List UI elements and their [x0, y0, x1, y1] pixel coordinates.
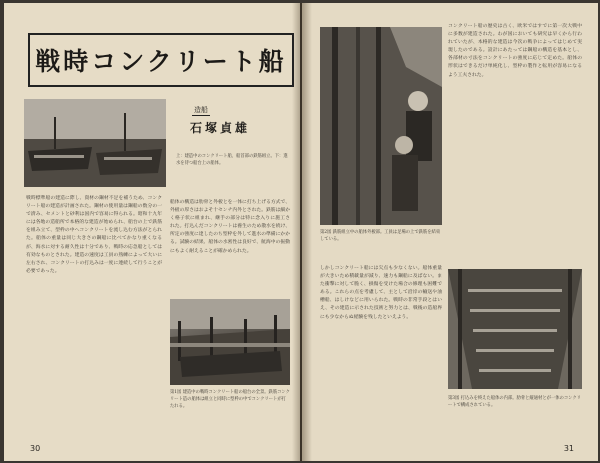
photo-bottom-caption: 第1図 建造中の戦時コンクリート船の船台の全景。鉄筋コンクリート造の船体は組立と同時に型枠の中でコンクリートが打たれる。	[170, 390, 290, 409]
body-column-1-right: コンクリート船の歴史は古く、欧米ではすでに第一次大戦中に多数が建造された。わが国においても研究は早くから行われていたが、本格的な建造は今次の戦争によってはじめて実現したのである。設計にあたっては鋼船の構造を基本とし、各部材の寸法をコンクリートの強度に応じて定めた。船体の形状はできるだけ単純化し、型枠の製作と転用が容易になるよう工夫された。	[448, 24, 582, 78]
book-spread	[4, 3, 598, 461]
page-number-left: 30	[30, 444, 41, 453]
left-page	[4, 3, 300, 461]
article-title: 戦時コンクリート船	[35, 47, 287, 76]
photo-top-caption: 上：建造中のコンクリート船、船首部の鉄筋組立。下：進水を待つ船台上の船体。	[176, 154, 288, 166]
byline	[190, 97, 280, 136]
article-title-box	[28, 33, 294, 87]
author-name: 石塚貞雄	[190, 121, 251, 135]
body-column-1: 戦時標準船の建造に際し、資材の鋼材不足を補うため、コンクリート船の建造が計画された。鋼材の使用量は鋼船の数分の一で済み、セメントと砂利は国内で容易に得られる。昭和十九年には各地の造船所で本格的な建造が始められ、船台の上で鉄筋を組み立て、型枠の中へコンクリートを流し込む方法がとられた。船体の重量は同じ大きさの鋼船に比べてかなり重くなるが、海水に対する耐久性は十分であり、戦時の応急船としては有効なものとされた。建造の速度は工員の熟練によって大いに左右され、コンクリートの打込みは一度に連続して行うことが必要であった。	[26, 196, 162, 274]
photo-bottom-caption-right: 第3図 打込みを終えた船体の内部。肋骨と縦通材とが一体のコンクリートで構成されている。	[448, 396, 581, 408]
body-column-2: 船体の構造は肋骨と外板とを一体に打ち上げる方式で、外板の厚さはおよそ十センチ内外とされた。鉄筋は細かく格子状に組まれ、継手の部分は特に念入りに施工された。打込んだコンクリートは養生のため散水を続け、所定の強度に達したのち型枠を外して進水の準備にかかる。試験の結果、船体の水密性は良好で、航海中の振動にもよく耐えることが確かめられた。	[170, 200, 290, 254]
book-gutter	[292, 3, 312, 461]
photo-top-caption-right: 第2図 鉄筋組立中の船体外板部。工員は足場の上で鉄筋を結束している。	[320, 230, 441, 242]
byline-label: 造船	[194, 106, 208, 114]
photo-shipyard-construction	[170, 299, 290, 385]
photo-hull-interior	[448, 269, 582, 389]
body-column-2-right: しかしコンクリート船には欠点も少なくない。船体重量が大きいため積載量が減り、速力も鋼船に及ばない。また衝撃に対して脆く、損傷を受けた場合の修理も困難である。これらの点を考慮して、主として沿岸の輸送や油槽船、はしけなどに用いられた。戦時の非常手段とはいえ、その建造に示された技術と努力とは、戦後の造船界にも少なからぬ経験を残したといえよう。	[320, 266, 442, 320]
right-page	[302, 3, 598, 461]
photo-ships-in-harbor	[24, 99, 166, 187]
photo-workers-on-hull	[320, 27, 442, 225]
page-number-right: 31	[563, 444, 574, 453]
